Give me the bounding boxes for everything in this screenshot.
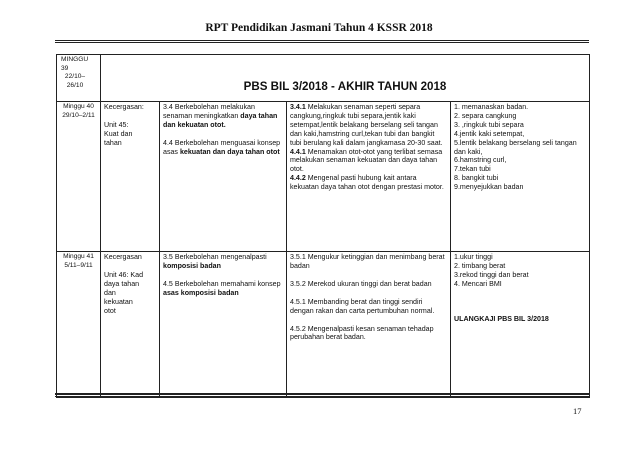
activity-item: 7.tekan tubi xyxy=(454,165,491,174)
learning-code: 4.4.2 xyxy=(290,174,306,183)
learning-code: 3.4.1 xyxy=(290,103,306,111)
activity-item: 2. timbang berat xyxy=(454,261,506,270)
learning-item xyxy=(290,174,447,192)
component-cell xyxy=(101,102,160,252)
spacer xyxy=(104,262,156,271)
table-row xyxy=(57,102,590,252)
component-line: kekuatan xyxy=(104,297,133,306)
learning-text: Melakukan senaman seperti separa cangkung,ringkuk tubi separa,jentik kaki setempat,lentik belakang berselang seli tangan dan kaki,hamstring curl,tekan tubi dan bangkit tubi berulang kali dalam jangkamasa 20-30 saat. xyxy=(290,103,443,147)
standard-item xyxy=(163,103,283,130)
standard-text: 4.4 Berkebolehan menguasai konsep asas xyxy=(163,138,281,156)
learning-text: Menamakan otot-otot yang terlibat semasa melakukan senaman kekuatan dan daya tahan otot. xyxy=(290,147,443,174)
component-line: dan xyxy=(104,288,116,297)
document-title: RPT Pendidikan Jasmani Tahun 4 KSSR 2018 xyxy=(205,22,433,34)
spacer xyxy=(104,112,156,121)
standard-text: 3.5 Berkebolehan mengenalpasti xyxy=(163,253,267,261)
spacer xyxy=(290,316,447,325)
week-line: Minggu 41 xyxy=(63,253,94,260)
lesson-plan-table xyxy=(56,54,590,398)
component-line: Kecergasan: xyxy=(104,103,144,111)
component-cell xyxy=(101,252,160,398)
assessment-banner: PBS BIL 3/2018 - AKHIR TAHUN 2018 xyxy=(101,55,590,102)
activity-item: 1. memanaskan badan. xyxy=(454,103,529,111)
content-standard-cell xyxy=(160,102,287,252)
standard-text: 3.4 Berkebolehan melakukan senaman meningkatkan xyxy=(163,103,255,120)
spacer xyxy=(290,289,447,298)
activity-item: 9.menyejukkan badan xyxy=(454,183,524,192)
standard-keyword: daya tahan dan kekuatan otot. xyxy=(163,111,278,129)
week-cell xyxy=(57,252,101,398)
page-number: 17 xyxy=(573,406,582,416)
learning-standard-cell xyxy=(287,102,451,252)
week-line: 22/10– xyxy=(64,73,86,81)
learning-item xyxy=(290,148,447,175)
learning-item xyxy=(290,103,447,148)
activity-item: 4. Mencari BMI xyxy=(454,279,502,288)
footer-rule xyxy=(55,393,589,395)
standard-item xyxy=(163,139,283,157)
activity-cell xyxy=(451,102,590,252)
week-cell xyxy=(57,55,101,102)
learning-item: 4.5.1 Membanding berat dan tinggi sendiri dengan rakan dan carta pertumbuhan normal. xyxy=(290,297,435,315)
learning-item: 3.5.1 Mengukur ketinggian dan menimbang berat badan xyxy=(290,253,445,270)
learning-code: 4.4.1 xyxy=(290,147,306,156)
component-line: tahan xyxy=(104,138,122,147)
component-line: daya tahan xyxy=(104,279,140,288)
header-rule xyxy=(55,42,589,43)
activity-item: 2. separa cangkung xyxy=(454,111,517,120)
component-line: Kecergasan xyxy=(104,253,142,261)
component-line: Unit 46: Kad xyxy=(104,270,144,279)
learning-text: Mengenal pasti hubung kait antara kekuatan daya tahan otot dengan prestasi motor. xyxy=(290,174,444,192)
activity-item: 3.rekod tinggi dan berat xyxy=(454,270,529,279)
component-line: Unit 45: xyxy=(104,120,129,129)
spacer xyxy=(290,271,447,280)
activity-item: 6.hamstring curl, xyxy=(454,156,507,165)
footer-rule xyxy=(55,396,589,397)
learning-standard-cell xyxy=(287,252,451,398)
standard-item xyxy=(163,253,283,271)
standard-item xyxy=(163,280,283,298)
component-line: Kuat dan xyxy=(104,129,133,138)
banner-row xyxy=(57,55,590,102)
week-line: Minggu 40 xyxy=(63,103,94,110)
standard-keyword: kekuatan dan daya tahan otot xyxy=(179,147,280,156)
component-line: otot xyxy=(104,306,116,315)
content-standard-cell xyxy=(160,252,287,398)
week-line: 29/10–2/11 xyxy=(62,111,95,119)
spacer xyxy=(163,130,283,139)
week-line: 5/11–9/11 xyxy=(64,261,93,269)
spacer xyxy=(163,271,283,280)
learning-item: 3.5.2 Merekod ukuran tinggi dan berat badan xyxy=(290,279,432,288)
header-rule xyxy=(55,40,589,41)
table-row xyxy=(57,252,590,398)
activity-item: 3. ,ringkuk tubi separa xyxy=(454,120,524,129)
activity-item: 5.lentik belakang berselang seli tangan dan kaki, xyxy=(454,138,577,156)
learning-item: 4.5.2 Mengenalpasti kesan senaman tehadap perubahan berat badan. xyxy=(290,324,434,342)
review-note: ULANGKAJI PBS BIL 3/2018 xyxy=(454,314,549,323)
week-line: MINGGU 39 xyxy=(61,56,89,72)
standard-text: 4.5 Berkebolehan memahami konsep xyxy=(163,279,281,288)
standard-keyword: asas komposisi badan xyxy=(163,288,239,297)
activity-item: 8. bangkit tubi xyxy=(454,174,499,183)
standard-keyword: komposisi badan xyxy=(163,261,221,270)
week-line: 26/10 xyxy=(66,81,84,89)
activity-cell xyxy=(451,252,590,398)
activity-item: 4.jentik kaki setempat, xyxy=(454,129,525,138)
activity-item: 1.ukur tinggi xyxy=(454,253,493,261)
week-cell xyxy=(57,102,101,252)
